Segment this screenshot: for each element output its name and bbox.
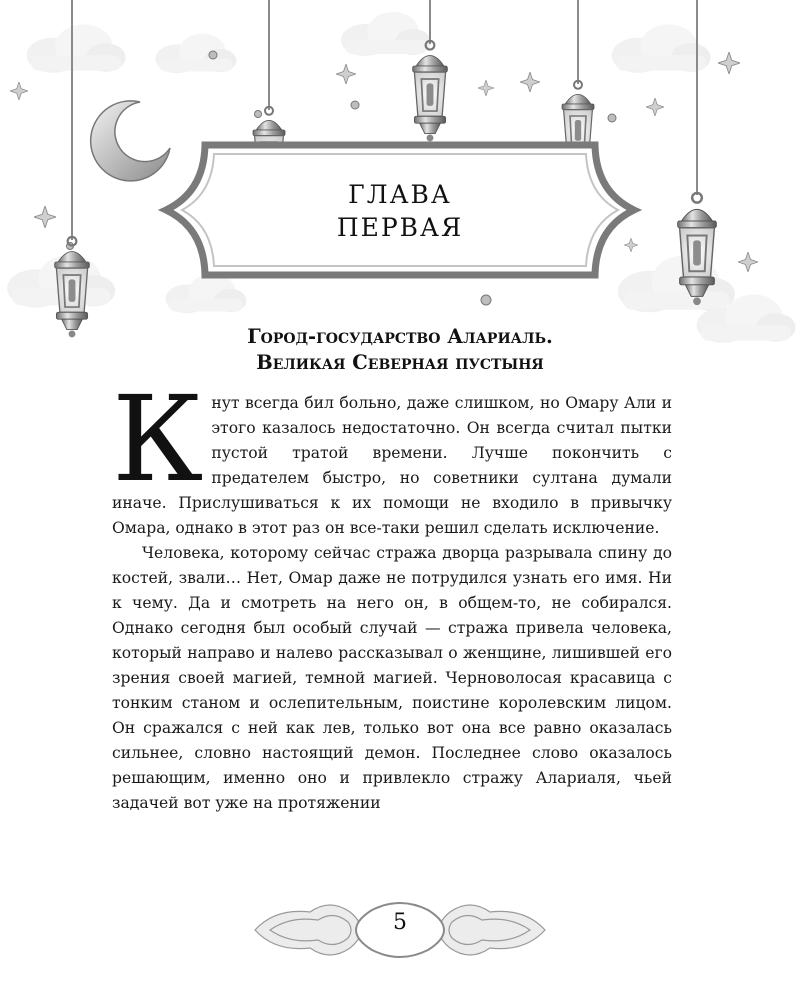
chapter-title-line1: ГЛАВА (348, 180, 452, 209)
paragraph-2: Человека, которому сейчас стража дворца разрывала спину до костей, звали… Нет, Омар даже не потрудился узнать его имя. Ни к чему. Да и смотреть на него он, в общем-то, не собирался. Однако сегодня был особый случай — стража привела человека, который направо и налево рассказывал о женщине, лишившей его зрения своей магией, темной магией. Черноволосая красавица с тонким станом и ослепительным, поистине королевским лицом. Он сражался с ней как лев, только вот она все равно оказалась сильнее, словно настоящий демон. Последнее слово оказалось решающим, именно оно и привлекло стражу Алариаля, чьей задачей вот уже на протяжении (112, 544, 672, 812)
location-line1: Город-государство Алариаль. (247, 325, 553, 348)
paragraph-1 (112, 370, 672, 541)
page-number: 5 (393, 910, 407, 935)
paragraph-1-text: нут всегда бил больно, даже слишком, но Омару Али и этого казалось недостаточно. Он всегда считал пытки пустой тратой времени. Лучше покончить с предателем быстро, но советники султана думали иначе. Прислушиваться к их помощи не входило в привычку Омара, однако в этот раз он все-таки решил сделать исключение. (112, 394, 672, 537)
chapter-title-line2: ПЕРВАЯ (336, 213, 464, 242)
body-text (112, 370, 672, 816)
drop-cap: К (112, 370, 204, 508)
location-heading (0, 324, 800, 376)
chapter-title (0, 178, 800, 244)
crescent-moon-icon (91, 101, 170, 181)
location-line2: Великая Северная пустыня (256, 351, 544, 374)
